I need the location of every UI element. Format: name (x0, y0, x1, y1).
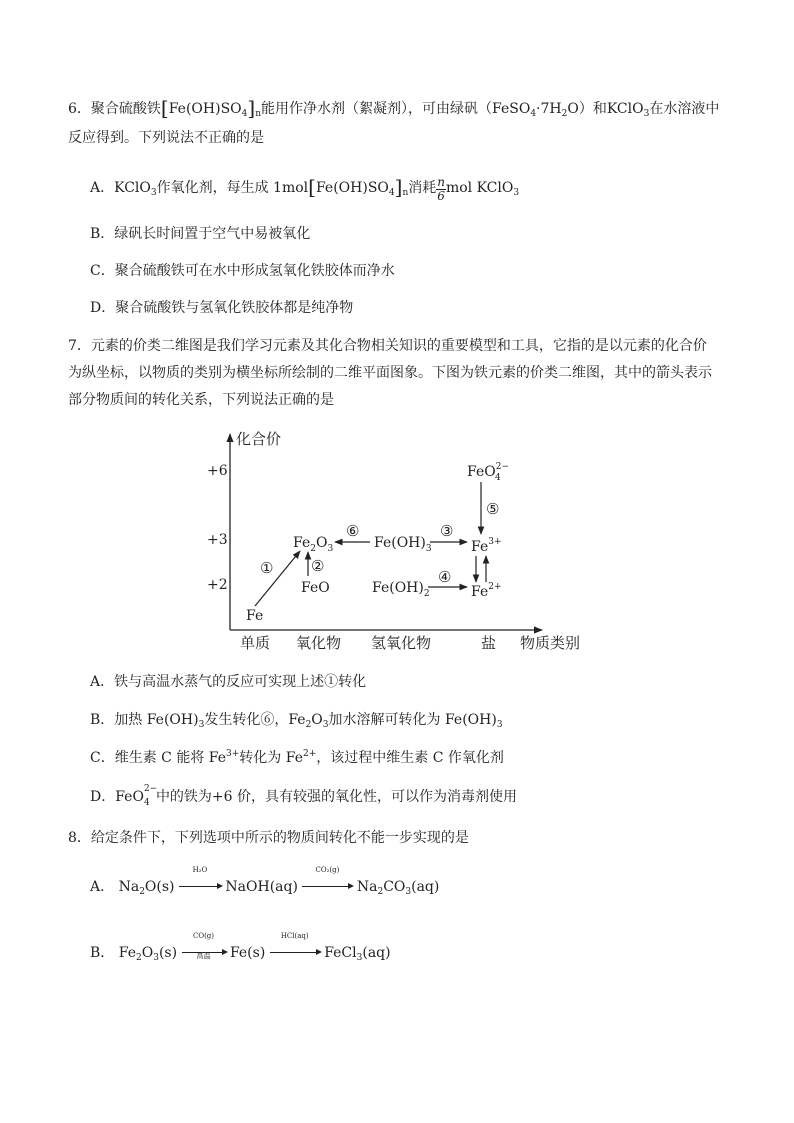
label-6: ⑥ (346, 522, 360, 540)
species-feo: FeO (301, 580, 330, 596)
y-tick-plus3: +3 (207, 532, 228, 548)
q7-line2: 为纵坐标，以物质的类别为横坐标所绘制的二维平面图象。下图为铁元素的价类二维图，其中的箭头表示 (68, 365, 712, 381)
reaction-arrow-co-high-temp: CO(g) 高温 (182, 943, 226, 963)
x-axis-label: 物质类别 (520, 634, 581, 652)
q7-option-d: D．FeO 2− 4 中的铁为+6 价，具有较强的氧化性，可以作为消毒剂使用 (90, 784, 518, 808)
q6-option-c: C．聚合硫酸铁可在水中形成氢氧化铁胶体而净水 (90, 263, 395, 279)
q6-option-d: D．聚合硫酸铁与氢氧化铁胶体都是纯净物 (90, 300, 354, 316)
fraction-n-over-6: $\frac{n}{6}$ (437, 175, 445, 203)
q7-line3: 部分物质间的转化关系，下列说法正确的是 (68, 392, 334, 408)
species-fe2plus: $Fe^{2+}$ (471, 582, 502, 600)
reaction-arrow-hcl: HCl(aq) (270, 943, 320, 963)
x-cat-salt: 盐 (481, 634, 497, 652)
q7-option-a: A．铁与高温水蒸气的反应可实现上述①转化 (90, 674, 367, 690)
x-cat-hydroxide: 氢氧化物 (371, 634, 432, 652)
q7-option-c: C．维生素 C 能将 $Fe^{3+}$转化为 $Fe^{2+}$，该过程中维生素 C 作氧化剂 (90, 749, 504, 766)
q6-option-b: B．绿矾长时间置于空气中易被氧化 (90, 226, 311, 242)
y-tick-plus6: +6 (207, 463, 228, 479)
q8-option-a: A． $Na_2O(s)$ H₂O NaOH(aq) CO₂(g) $Na_2CO_3(aq)$ (90, 866, 440, 897)
iron-valence-class-diagram (190, 420, 600, 660)
q6-line2: 反应得到。下列说法不正确的是 (68, 130, 264, 146)
x-cat-element: 单质 (240, 634, 271, 652)
q8-line1: 8．给定条件下，下列选项中所示的物质间转化不能一步实现的是 (68, 830, 469, 846)
species-feoh2: $Fe(OH)_2$ (372, 580, 430, 599)
label-1: ① (260, 559, 274, 577)
reaction-arrow-h2o: H₂O (179, 877, 221, 897)
q6-line1: 6．聚合硫酸铁$[Fe(OH)SO_4]_n$能用作净水剂（絮凝剂），可由绿矾$(FeSO_4\cdot 7H_2O)$和KClO$_3$在水溶液中 (68, 96, 720, 120)
q8-option-b: B． $Fe_2O_3(s)$ CO(g) 高温 Fe(s) HCl(aq) FeCl$_3$(aq) (90, 932, 391, 963)
reaction-arrow-co2: CO₂(g) (302, 877, 352, 897)
label-5: ⑤ (486, 500, 500, 518)
q6-option-a: A．KClO$_3$作氧化剂，每生成 $1mol[Fe(OH)SO_4]_n$消耗 $\frac{n}{6}$ mol KClO$_3$ (90, 175, 520, 203)
species-feoh3: $Fe(OH)_3$ (374, 535, 432, 554)
label-4: ④ (438, 568, 452, 586)
species-fe2o3: $Fe_2O_3$ (293, 535, 334, 554)
y-axis-label: 化合价 (236, 430, 282, 448)
species-fe: Fe (246, 608, 264, 624)
label-3: ③ (440, 522, 454, 540)
species-fe3plus: $Fe^{3+}$ (471, 537, 502, 555)
q7-option-b: B．加热 $Fe(OH)_3$发生转化⑥，$Fe_2O_3$加水溶解可转化为 $Fe(OH)_3$ (90, 712, 503, 730)
y-tick-plus2: +2 (207, 577, 228, 593)
species-feo4-2minus: FeO$^{2-}$ 4 (467, 462, 509, 483)
q7-line1: 7．元素的价类二维图是我们学习元素及其化合物相关知识的重要模型和工具，它指的是以元素的化合价 (68, 338, 707, 354)
label-2: ② (311, 557, 325, 575)
x-cat-oxide: 氧化物 (296, 634, 342, 652)
